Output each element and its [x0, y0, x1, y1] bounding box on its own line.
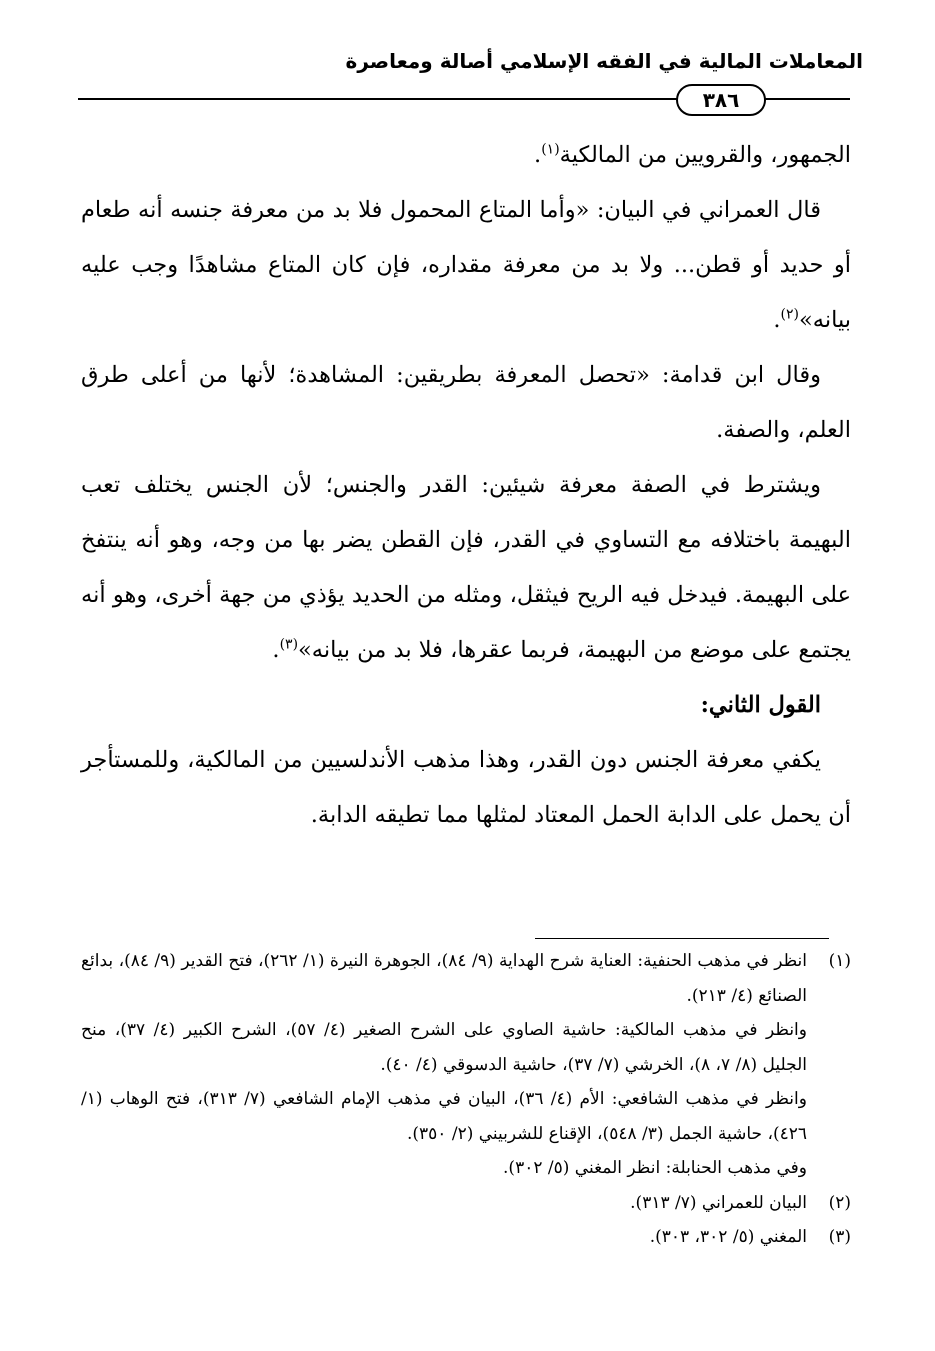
footnote-1-line-hanafi: انظر في مذهب الحنفية: العناية شرح الهداية (٩/ ٨٤)، الجوهرة النيرة (١/ ٢٦٢)، فتح القدير (٩/ ٨٤)، بدائع الصنائع (٤/ ٢١٣). — [81, 951, 808, 1006]
section-heading: القول الثاني: — [700, 692, 821, 718]
footnote-3 — [81, 1220, 851, 1255]
footnote-1-number: (١) — [828, 951, 851, 971]
footnote-ref-3[interactable]: (٣) — [279, 636, 299, 653]
paragraph-1-text: الجمهور، والقرويين من المالكية — [559, 142, 851, 168]
paragraph-5-text: يكفي معرفة الجنس دون القدر، وهذا مذهب الأندلسيين من المالكية، وللمستأجر أن يحمل على الدابة الحمل المعتاد لمثلها مما تطيقه الدابة. — [81, 747, 851, 828]
page-number: ٣٨٦ — [676, 84, 766, 116]
footnote-1-body — [81, 944, 807, 1186]
footnote-2-number: (٢) — [828, 1192, 851, 1213]
paragraph-4-tail: . — [272, 637, 280, 663]
paragraph-4-text: ويشترط في الصفة معرفة شيئين: القدر والجنس؛ لأن الجنس يختلف تعب البهيمة باختلافه مع التساوي في القدر، فإن القطن يضر بها من وجه، وهو أنه ينتفخ على البهيمة. فيدخل فيه الريح فيثقل، ومثله من الحديد يؤذي من جهة أخرى، وهو أنه يجتمع على موضع من البهيمة، فربما عقرها، فلا بد من بيانه» — [81, 472, 851, 663]
footnote-2-text: البيان للعمراني (٧/ ٣١٣). — [630, 1192, 807, 1213]
footnotes — [81, 944, 851, 1255]
footnote-ref-2[interactable]: (٢) — [780, 306, 799, 323]
running-head-title: المعاملات المالية في الفقه الإسلامي أصالة ومعاصرة — [345, 49, 863, 73]
paragraph-1 — [81, 128, 851, 183]
footnote-1-line-shafii: وانظر في مذهب الشافعي: الأم (٤/ ٣٦)، البيان في مذهب الإمام الشافعي (٧/ ٣١٣)، فتح الوهاب (١/ ٤٢٦)، حاشية الجمل (٣/ ٥٤٨)، الإقناع للشربيني (٢/ ٣٥٠). — [81, 1089, 807, 1144]
footnote-3-text: المغني (٥/ ٣٠٢، ٣٠٣). — [649, 1227, 807, 1247]
footnote-1 — [81, 944, 851, 1186]
footnote-3-number: (٣) — [828, 1227, 851, 1247]
footnote-1-line-maliki: وانظر في مذهب المالكية: حاشية الصاوي على الشرح الصغير (٤/ ٥٧)، الشرح الكبير (٤/ ٣٧)، منح الجليل (٨/ ٧، ٨)، الخرشي (٧/ ٣٧)، حاشية الدسوقي (٤/ ٤٠). — [81, 1020, 807, 1075]
paragraph-3 — [81, 348, 851, 458]
paragraph-1-tail: . — [534, 142, 542, 168]
footnote-ref-1[interactable]: (١) — [541, 141, 560, 158]
footnote-2 — [81, 1186, 851, 1221]
footnote-separator — [535, 938, 829, 939]
main-text — [81, 128, 851, 843]
paragraph-2 — [81, 183, 851, 348]
paragraph-4 — [81, 458, 851, 678]
paragraph-5 — [81, 733, 851, 843]
paragraph-2-tail: . — [773, 307, 781, 333]
paragraph-2-text: قال العمراني في البيان: «وأما المتاع المحمول فلا بد من معرفة جنسه أنه طعام أو حديد أو قطن... ولا بد من معرفة مقداره، فإن كان المتاع مشاهدًا وجب عليه بيانه» — [81, 197, 851, 333]
paragraph-3-text: وقال ابن قدامة: «تحصل المعرفة بطريقين: المشاهدة؛ لأنها من أعلى طرق العلم، والصفة. — [81, 362, 851, 443]
footnote-1-line-hanbali: وفي مذهب الحنابلة: انظر المغني (٥/ ٣٠٢). — [503, 1158, 807, 1178]
